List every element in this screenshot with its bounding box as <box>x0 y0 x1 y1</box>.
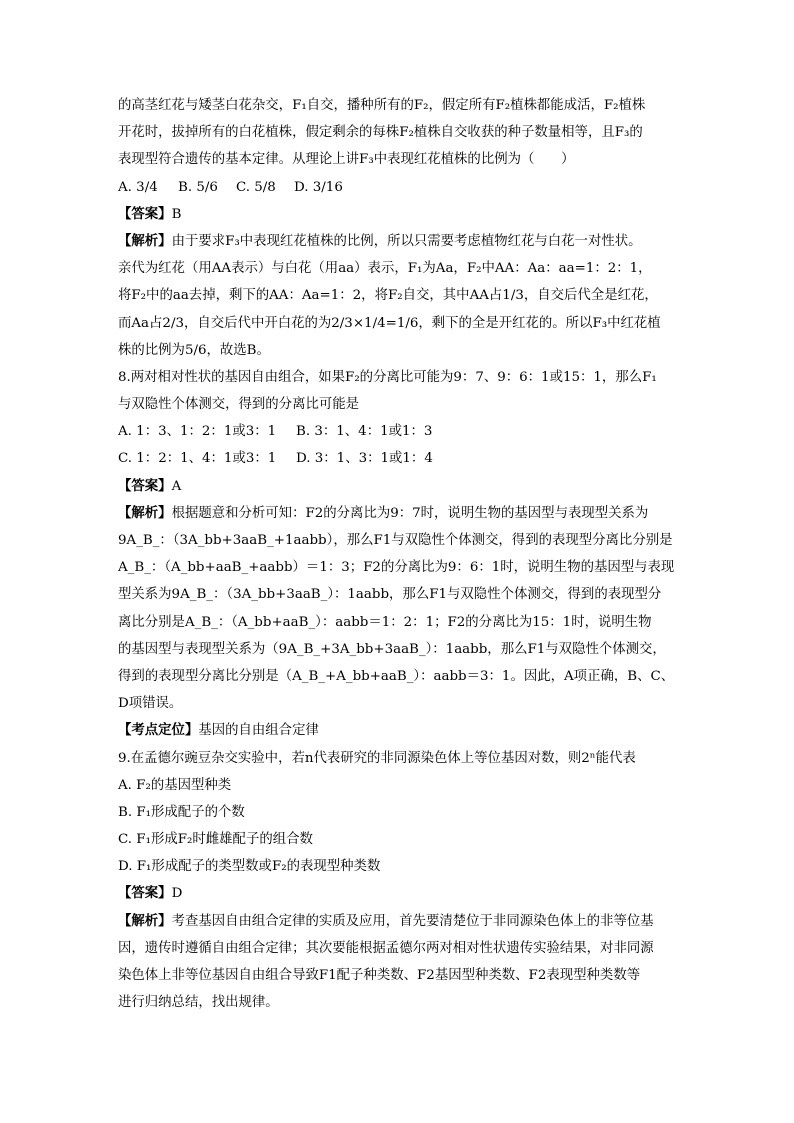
answer-value: D <box>171 886 183 902</box>
q7-stem-line: 表现型符合遗传的基本定律。从理论上讲F₃中表现红花植株的比例为（ ） <box>118 152 575 168</box>
q8-option-a: A. 1：3、1：2：1或3：1 <box>118 424 277 440</box>
q7-analysis-line: 株的比例为5/6，故选B。 <box>118 342 270 358</box>
q8-answer <box>118 473 683 500</box>
answer-label: 【答案】 <box>118 206 172 222</box>
q9-stem: 9.在孟德尔豌豆杂交实验中，若n代表研究的非同源染色体上等位基因对数，则2ⁿ能代表 <box>118 750 636 766</box>
q7-option-d: D. 3/16 <box>294 179 343 195</box>
q9-option-d: D. F₁形成配子的类型数或F₂的表现型种类数 <box>118 859 381 875</box>
analysis-text: 考查基因自由组合定律的实质及应用，首先要清楚位于非同源染色体上的非等位基 <box>171 913 654 929</box>
point-label: 【考点定位】 <box>118 723 199 739</box>
q7-analysis-line: 亲代为红花（用AA表示）与白花（用aa）表示，F₁为Aa，F₂中AA：Aa：aa=1：2：1， <box>118 261 652 277</box>
document-body <box>118 92 683 1016</box>
q9-analysis-line: 进行归纳总结，找出规律。 <box>118 995 279 1011</box>
q7-options <box>118 174 683 201</box>
q7-option-a: A. 3/4 <box>118 179 158 195</box>
answer-value: B <box>171 206 182 222</box>
q8-analysis-line: D项错误。 <box>118 696 183 712</box>
q7-answer <box>118 201 683 228</box>
q8-option-d: D. 3：1、3：1或1：4 <box>296 451 433 467</box>
q8-option-c: C. 1：2：1、4：1或3：1 <box>118 451 277 467</box>
analysis-text: 根据题意和分析可知：F2的分离比为9：7时，说明生物的基因型与表现型关系为 <box>171 505 649 521</box>
q8-analysis-line: 型关系为9A_B_：（3A_bb+3aaB_）：1aabb，那么F1与双隐性个体测交，得到的表现型分 <box>118 587 662 603</box>
q9-analysis-line: 染色体上非等位基因自由组合导致F1配子种类数、F2基因型种类数、F2表现型种类数等 <box>118 968 641 983</box>
q7-analysis-line: 将F₂中的aa去掉，剩下的AA：Aa=1：2，将F₂自交，其中AA占1/3，自交后代全是红花， <box>118 288 658 304</box>
q8-analysis-line: 得到的表现型分离比分别是（A_B_+A_bb+aaB_）：aabb＝3：1。因此，A项正确，B、C、 <box>118 668 675 684</box>
analysis-label: 【解析】 <box>118 913 172 929</box>
point-text: 基因的自由组合定律 <box>198 723 319 739</box>
answer-value: A <box>171 478 182 494</box>
q8-option-b: B. 3：1、4：1或1：3 <box>296 424 433 440</box>
answer-label: 【答案】 <box>118 886 172 902</box>
q8-analysis-line <box>118 500 683 527</box>
q8-analysis-line: 离比分别是A_B_：（A_bb+aaB_）：aabb＝1：2：1；F2的分离比为15：1时，说明生物 <box>118 614 652 630</box>
analysis-label: 【解析】 <box>118 233 172 249</box>
q8-stem-line: 8.两对相对性状的基因自由组合，如果F₂的分离比可能为9：7、9：6：1或15：1，那么F₁ <box>118 369 657 385</box>
q9-analysis-line: 因，遗传时遵循自由组合定律；其次要能根据孟德尔两对相对性状遗传实验结果，对非同源 <box>118 940 654 956</box>
answer-label: 【答案】 <box>118 478 172 494</box>
q7-option-c: C. 5/8 <box>236 179 276 195</box>
q8-analysis-line: A_B_：（A_bb+aaB_+aabb）＝1：3；F2的分离比为9：6：1时，说明生物的基因型与表现 <box>118 560 675 576</box>
q8-point <box>118 717 683 744</box>
q9-option-a: A. F₂的基因型种类 <box>118 777 232 793</box>
q7-stem-line: 的高茎红花与矮茎白花杂交，F₁自交，播种所有的F₂，假定所有F₂植株都能成活，F₂植株 <box>118 98 646 113</box>
q9-analysis-line <box>118 908 683 935</box>
q9-answer <box>118 880 683 907</box>
q8-options-row <box>118 445 683 472</box>
q7-stem-line: 开花时，拔掉所有的白花植株，假定剩余的每株F₂植株自交收获的种子数量相等，且F₃的 <box>118 125 643 141</box>
q7-option-b: B. 5/6 <box>178 179 218 195</box>
q9-option-c: C. F₁形成F₂时雌雄配子的组合数 <box>118 832 313 848</box>
q7-analysis-line: 而Aa占2/3，自交后代中开白花的为2/3×1/4=1/6，剩下的全是开红花的。所以F₃中红花植 <box>118 315 661 331</box>
q9-option-b: B. F₁形成配子的个数 <box>118 804 245 820</box>
q8-analysis-line: 9A_B_：（3A_bb+3aaB_+1aabb），那么F1与双隐性个体测交，得到的表现型分离比分别是 <box>118 533 673 548</box>
q8-stem-line: 与双隐性个体测交，得到的分离比可能是 <box>118 397 360 413</box>
q7-analysis-line <box>118 228 683 255</box>
q8-options-row <box>118 418 683 445</box>
q8-analysis-line: 的基因型与表现型关系为（9A_B_+3A_bb+3aaB_）：1aabb，那么F1与双隐性个体测交， <box>118 641 666 657</box>
analysis-label: 【解析】 <box>118 505 172 521</box>
analysis-text: 由于要求F₃中表现红花植株的比例，所以只需要考虑植物红花与白花一对性状。 <box>171 233 642 249</box>
